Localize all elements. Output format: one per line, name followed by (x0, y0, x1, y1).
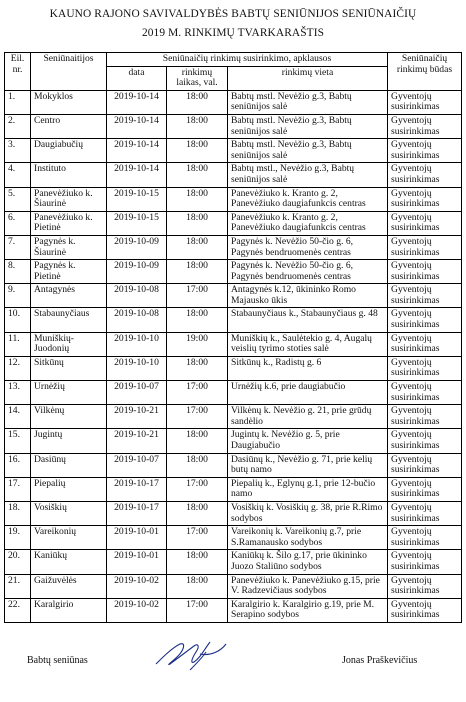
row-place: Babtų mstl. Nevėžio g.3, Babtų seniūnijos salė (228, 139, 388, 163)
row-date: 2019-10-10 (107, 356, 167, 380)
table-row (5, 526, 462, 550)
row-place: Muniškių k., Saulėtekio g. 4, Augalų veislių tyrimo stoties salė (228, 332, 388, 356)
column-header-time: rinkimų laikas, val. (167, 66, 228, 90)
table-row (5, 477, 462, 501)
table-row (5, 598, 462, 622)
row-place: Urnėžių k.6, prie daugiabučio (228, 381, 388, 405)
row-date: 2019-10-08 (107, 308, 167, 332)
row-time: 18:00 (167, 187, 228, 211)
row-seniunaitija: Pagynės k. Šiaurinė (31, 235, 107, 259)
row-method: Gyventojų susirinkimas (388, 211, 462, 235)
row-time: 18:00 (167, 260, 228, 284)
row-number: 11. (5, 332, 31, 356)
row-number: 12. (5, 356, 31, 380)
row-date: 2019-10-10 (107, 332, 167, 356)
row-method: Gyventojų susirinkimas (388, 260, 462, 284)
row-number: 8. (5, 260, 31, 284)
footer-position: Babtų seniūnas (27, 655, 88, 666)
row-date: 2019-10-07 (107, 381, 167, 405)
row-date: 2019-10-15 (107, 211, 167, 235)
row-method: Gyventojų susirinkimas (388, 526, 462, 550)
row-method: Gyventojų susirinkimas (388, 308, 462, 332)
row-place: Antagynės k.12, ūkininko Romo Majausko ūkis (228, 284, 388, 308)
row-number: 17. (5, 477, 31, 501)
table-row (5, 453, 462, 477)
row-place: Piepalių k., Eglynų g.1, prie 12-bučio namo (228, 477, 388, 501)
row-place: Panevėžiuko k. Kranto g. 2, Panevėžiuko daugiafunkcis centras (228, 211, 388, 235)
row-seniunaitija: Jugintų (31, 429, 107, 453)
row-place: Panevėžiuko k. Panevėžiuko g.15, prie V. Radzevičiaus sodybos (228, 574, 388, 598)
row-method: Gyventojų susirinkimas (388, 139, 462, 163)
row-seniunaitija: Vilkėnų (31, 405, 107, 429)
row-seniunaitija: Gaižuvėlės (31, 574, 107, 598)
row-date: 2019-10-02 (107, 574, 167, 598)
row-seniunaitija: Dasiūnų (31, 453, 107, 477)
row-time: 17:00 (167, 381, 228, 405)
column-header-date: data (107, 66, 167, 90)
table-row (5, 260, 462, 284)
row-time: 18:00 (167, 574, 228, 598)
row-time: 18:00 (167, 356, 228, 380)
row-number: 2. (5, 114, 31, 138)
row-seniunaitija: Mokyklos (31, 90, 107, 114)
table-row (5, 284, 462, 308)
row-place: Jugintų k. Nevėžio g. 5, prie Daugiabučio (228, 429, 388, 453)
table-row (5, 114, 462, 138)
row-seniunaitija: Kaniūkų (31, 550, 107, 574)
row-seniunaitija: Pagynės k. Pietinė (31, 260, 107, 284)
row-number: 21. (5, 574, 31, 598)
row-method: Gyventojų susirinkimas (388, 284, 462, 308)
row-number: 5. (5, 187, 31, 211)
table-row (5, 429, 462, 453)
row-date: 2019-10-07 (107, 453, 167, 477)
row-number: 20. (5, 550, 31, 574)
row-seniunaitija: Panevėžiuko k. Pietinė (31, 211, 107, 235)
table-row (5, 405, 462, 429)
row-method: Gyventojų susirinkimas (388, 405, 462, 429)
row-time: 17:00 (167, 526, 228, 550)
row-seniunaitija: Panevėžiuko k. Šiaurinė (31, 187, 107, 211)
row-date: 2019-10-17 (107, 501, 167, 525)
row-place: Kaniūkų k. Šilo g.17, prie ūkininko Juozo Staliūno sodybos (228, 550, 388, 574)
row-method: Gyventojų susirinkimas (388, 187, 462, 211)
row-method: Gyventojų susirinkimas (388, 114, 462, 138)
row-method: Gyventojų susirinkimas (388, 550, 462, 574)
row-place: Vosiškių k. Vosiškių g. 38, prie R.Rimo sodybos (228, 501, 388, 525)
row-number: 1. (5, 90, 31, 114)
row-place: Babtų mstl., Nevėžio g.3, Babtų seniūnijos salė (228, 163, 388, 187)
row-number: 18. (5, 501, 31, 525)
row-date: 2019-10-01 (107, 526, 167, 550)
row-place: Stabaunyčiaus k., Stabaunyčiaus g. 48 (228, 308, 388, 332)
row-seniunaitija: Vareikonių (31, 526, 107, 550)
row-place: Karalgirio k. Karalgirio g.19, prie M. Serapino sodybos (228, 598, 388, 622)
row-seniunaitija: Karalgirio (31, 598, 107, 622)
row-time: 18:00 (167, 90, 228, 114)
row-time: 17:00 (167, 598, 228, 622)
row-date: 2019-10-09 (107, 260, 167, 284)
column-header-group: Seniūnaičių rinkimų susirinkimo, apklausos (107, 53, 388, 67)
row-number: 9. (5, 284, 31, 308)
table-row (5, 187, 462, 211)
row-method: Gyventojų susirinkimas (388, 235, 462, 259)
row-method: Gyventojų susirinkimas (388, 477, 462, 501)
table-row (5, 356, 462, 380)
row-time: 18:00 (167, 114, 228, 138)
row-time: 18:00 (167, 308, 228, 332)
table-row (5, 501, 462, 525)
row-date: 2019-10-02 (107, 598, 167, 622)
row-number: 3. (5, 139, 31, 163)
row-method: Gyventojų susirinkimas (388, 163, 462, 187)
row-time: 18:00 (167, 453, 228, 477)
row-number: 15. (5, 429, 31, 453)
row-date: 2019-10-14 (107, 163, 167, 187)
row-place: Sitkūnų k., Radistų g. 6 (228, 356, 388, 380)
row-number: 22. (5, 598, 31, 622)
row-place: Panevėžiuko k. Kranto g. 2, Panevėžiuko daugiafunkcis centras (228, 187, 388, 211)
table-row (5, 163, 462, 187)
row-place: Pagynės k. Nevėžio 50-čio g. 6, Pagynės bendruomenės centras (228, 235, 388, 259)
row-number: 13. (5, 381, 31, 405)
row-time: 18:00 (167, 163, 228, 187)
footer-signer-name: Jonas Praškevičius (342, 655, 418, 666)
row-number: 16. (5, 453, 31, 477)
row-number: 7. (5, 235, 31, 259)
table-body (5, 90, 462, 622)
row-number: 6. (5, 211, 31, 235)
row-place: Babtų mstl. Nevėžio g.3, Babtų seniūnijos salė (228, 114, 388, 138)
table-row (5, 139, 462, 163)
row-method: Gyventojų susirinkimas (388, 429, 462, 453)
row-date: 2019-10-01 (107, 550, 167, 574)
row-seniunaitija: Urnėžių (31, 381, 107, 405)
row-method: Gyventojų susirinkimas (388, 356, 462, 380)
row-place: Babtų mstl. Nevėžio g.3, Babtų seniūnijos salė (228, 90, 388, 114)
table-row (5, 211, 462, 235)
table-row (5, 381, 462, 405)
row-seniunaitija: Daugiabučių (31, 139, 107, 163)
row-seniunaitija: Piepalių (31, 477, 107, 501)
row-seniunaitija: Centro (31, 114, 107, 138)
row-seniunaitija: Antagynės (31, 284, 107, 308)
row-number: 14. (5, 405, 31, 429)
row-date: 2019-10-21 (107, 405, 167, 429)
row-date: 2019-10-14 (107, 90, 167, 114)
signature-image (150, 634, 230, 676)
row-number: 10. (5, 308, 31, 332)
table-row (5, 332, 462, 356)
row-place: Vilkėnų k. Nevėžio g. 21, prie grūdų sandėlio (228, 405, 388, 429)
row-time: 17:00 (167, 405, 228, 429)
row-date: 2019-10-09 (107, 235, 167, 259)
row-method: Gyventojų susirinkimas (388, 90, 462, 114)
table-header (5, 53, 462, 91)
row-date: 2019-10-21 (107, 429, 167, 453)
row-method: Gyventojų susirinkimas (388, 453, 462, 477)
row-date: 2019-10-08 (107, 284, 167, 308)
row-date: 2019-10-15 (107, 187, 167, 211)
column-header-place: rinkimų vieta (228, 66, 388, 90)
table-row (5, 90, 462, 114)
row-time: 18:00 (167, 139, 228, 163)
row-time: 18:00 (167, 501, 228, 525)
row-date: 2019-10-14 (107, 139, 167, 163)
row-seniunaitija: Stabaunyčiaus (31, 308, 107, 332)
schedule-table (4, 52, 462, 623)
row-time: 18:00 (167, 211, 228, 235)
row-date: 2019-10-14 (107, 114, 167, 138)
row-seniunaitija: Sitkūnų (31, 356, 107, 380)
row-method: Gyventojų susirinkimas (388, 381, 462, 405)
row-time: 19:00 (167, 332, 228, 356)
row-seniunaitija: Muniškių-Juodonių (31, 332, 107, 356)
column-header-nr: Eil. nr. (5, 53, 31, 91)
row-number: 19. (5, 526, 31, 550)
row-place: Dasiūnų k., Nevėžio g. 71, prie kelių butų namo (228, 453, 388, 477)
row-date: 2019-10-17 (107, 477, 167, 501)
table-row (5, 550, 462, 574)
table-row (5, 574, 462, 598)
column-header-method: Seniūnaičių rinkimų būdas (388, 53, 462, 91)
column-header-seniunija: Seniūnaitijos (31, 53, 107, 91)
row-time: 17:00 (167, 477, 228, 501)
table-row (5, 235, 462, 259)
row-time: 18:00 (167, 550, 228, 574)
row-method: Gyventojų susirinkimas (388, 598, 462, 622)
row-number: 4. (5, 163, 31, 187)
document-title-line2: 2019 M. RINKIMŲ TVARKARAŠTIS (141, 27, 325, 39)
row-method: Gyventojų susirinkimas (388, 574, 462, 598)
row-time: 18:00 (167, 429, 228, 453)
row-place: Pagynės k. Nevėžio 50-čio g. 6, Pagynės bendruomenės centras (228, 260, 388, 284)
row-seniunaitija: Instituto (31, 163, 107, 187)
row-method: Gyventojų susirinkimas (388, 332, 462, 356)
table-row (5, 308, 462, 332)
row-place: Vareikonių k. Vareikonių g.7, prie S.Ramanausko sodybos (228, 526, 388, 550)
row-time: 17:00 (167, 284, 228, 308)
row-time: 18:00 (167, 235, 228, 259)
row-seniunaitija: Vosiškių (31, 501, 107, 525)
document-title-line1: KAUNO RAJONO SAVIVALDYBĖS BABTŲ SENIŪNIJOS SENIŪNAIČIŲ (49, 8, 417, 20)
row-method: Gyventojų susirinkimas (388, 501, 462, 525)
